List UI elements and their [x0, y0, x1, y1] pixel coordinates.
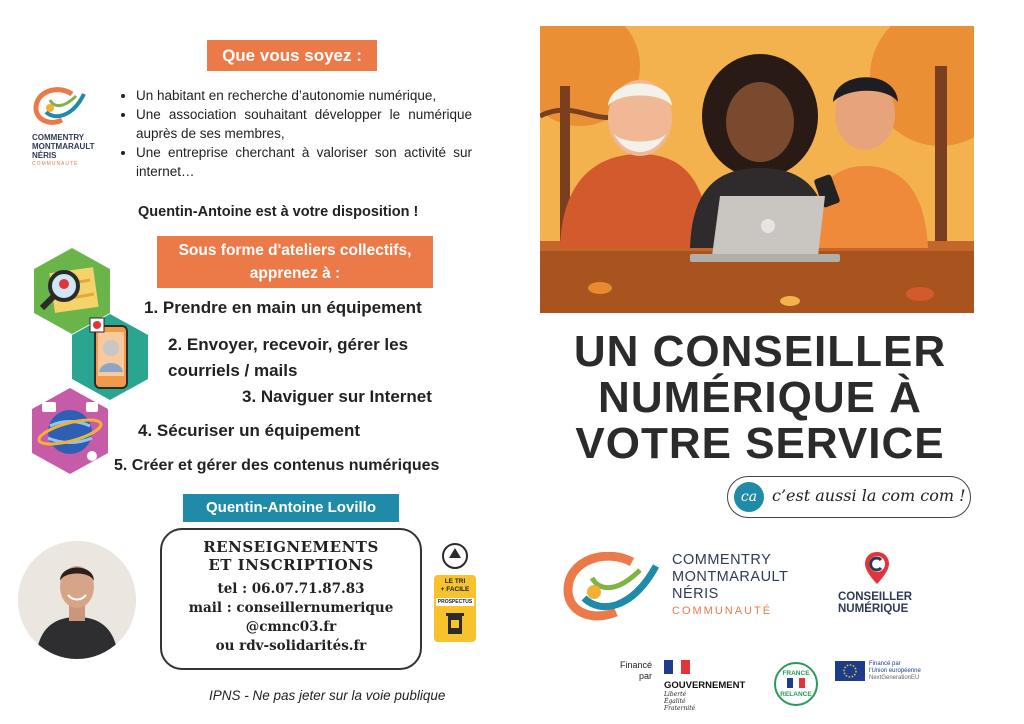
finance-line2: par — [638, 671, 652, 681]
contact-box — [160, 528, 422, 670]
audience-list — [114, 86, 472, 181]
eu-line2: l'Union européenne — [869, 668, 921, 674]
ateliers-tag — [157, 236, 433, 288]
relance-line1: FRANCE — [782, 670, 810, 677]
ca-badge: ca — [734, 482, 764, 512]
relance-line2: RELANCE — [780, 691, 812, 698]
step-2b: courriels / mails — [168, 361, 298, 380]
france-relance-logo — [774, 662, 818, 706]
globe-network-icon — [28, 386, 112, 476]
small-logo-line4: COMMUNAUTÉ — [32, 161, 79, 167]
community-logo — [562, 552, 812, 624]
contact-mail-line1[interactable]: mail : conseillernumerique — [188, 600, 394, 616]
finance-line1: Financé — [619, 660, 652, 670]
location-pin-c-icon — [863, 550, 891, 586]
step-4: 4. Sécuriser un équipement — [138, 421, 361, 440]
ateliers-line2: apprenez à : — [249, 265, 341, 282]
triman-icon — [440, 542, 470, 570]
eu-flag-icon — [835, 661, 865, 681]
main-title — [545, 329, 975, 467]
contact-rdv[interactable]: ou rdv-solidarités.fr — [215, 638, 367, 654]
tri-line2: + FACILE — [440, 586, 470, 593]
slogan-text: c’est aussi la com com ! — [772, 486, 966, 505]
step-3: 3. Naviguer sur Internet — [242, 387, 432, 406]
devise-3: Fraternité — [664, 705, 696, 712]
gouvernement-text: GOUVERNEMENT — [664, 680, 746, 691]
eu-line3: NextGenerationEU — [869, 675, 920, 681]
list-item: • Une association souhaitant développer le numérique auprès de ses membres, — [136, 105, 472, 143]
hero-illustration — [540, 26, 974, 313]
logo-line2: MONTMARAULT — [672, 569, 789, 585]
flag-icon — [787, 678, 805, 688]
title-line3: VOTRE SERVICE — [575, 419, 945, 468]
eu-logo — [835, 661, 945, 682]
step-5: 5. Créer et gérer des contenus numériques — [114, 457, 440, 474]
marianne-flag-icon — [664, 660, 690, 674]
ipns-notice: IPNS - Ne pas jeter sur la voie publique — [209, 688, 446, 703]
tri-line1: LE TRI — [444, 578, 466, 585]
step-1: 1. Prendre en main un équipement — [144, 298, 422, 317]
contact-mail-line2[interactable]: @cmnc03.fr — [245, 619, 337, 635]
eu-line1: Financé par — [869, 661, 901, 667]
logo-line3: NÉRIS — [672, 586, 719, 602]
small-logo — [32, 86, 102, 176]
contact-heading-line1: RENSEIGNEMENTS — [203, 538, 379, 556]
small-logo-line1: COMMENTRY — [32, 133, 85, 142]
finance-par-label — [612, 660, 652, 682]
conseiller-line1: CONSEILLER — [838, 591, 913, 603]
title-line2: NUMÉRIQUE À — [598, 373, 922, 422]
three-people-laptop-illustration-icon — [540, 26, 974, 313]
advisor-photo — [18, 541, 136, 659]
logo-swirl-icon — [32, 86, 90, 126]
tri-label — [434, 542, 476, 662]
recycle-bin-icon — [445, 610, 465, 636]
devise-1: Liberté — [664, 691, 687, 698]
slogan-pill — [727, 476, 971, 518]
conseiller-numerique-logo — [838, 550, 928, 615]
tri-line3: PROSPECTUS — [437, 599, 473, 605]
person-portrait-icon — [18, 541, 136, 659]
logo-line4: COMMUNAUTÉ — [672, 605, 773, 617]
title-line1: UN CONSEILLER — [573, 327, 947, 376]
contact-phone[interactable]: tel : 06.07.71.87.83 — [217, 581, 365, 597]
small-logo-line3: NÉRIS — [32, 151, 57, 160]
list-item: • Une entreprise cherchant à valoriser son activité sur internet… — [136, 143, 472, 181]
person-name-tag: Quentin-Antoine Lovillo — [183, 494, 399, 522]
heading-que-vous-soyez: Que vous soyez : — [207, 40, 377, 71]
devise-2: Égalité — [664, 698, 686, 705]
ateliers-line1: Sous forme d'ateliers collectifs, — [178, 242, 412, 259]
conseiller-line2: NUMÉRIQUE — [838, 603, 909, 615]
small-logo-line2: MONTMARAULT — [32, 142, 95, 151]
list-item: • Un habitant en recherche d’autonomie numérique, — [136, 86, 472, 105]
logo-line1: COMMENTRY — [672, 552, 772, 568]
step-2a: 2. Envoyer, recevoir, gérer les — [168, 335, 409, 354]
contact-heading-line2: ET INSCRIPTIONS — [208, 556, 374, 574]
gouvernement-logo — [664, 660, 764, 712]
logo-swirl-icon — [562, 552, 662, 624]
disposition-text: Quentin-Antoine est à votre disposition ! — [138, 204, 419, 220]
